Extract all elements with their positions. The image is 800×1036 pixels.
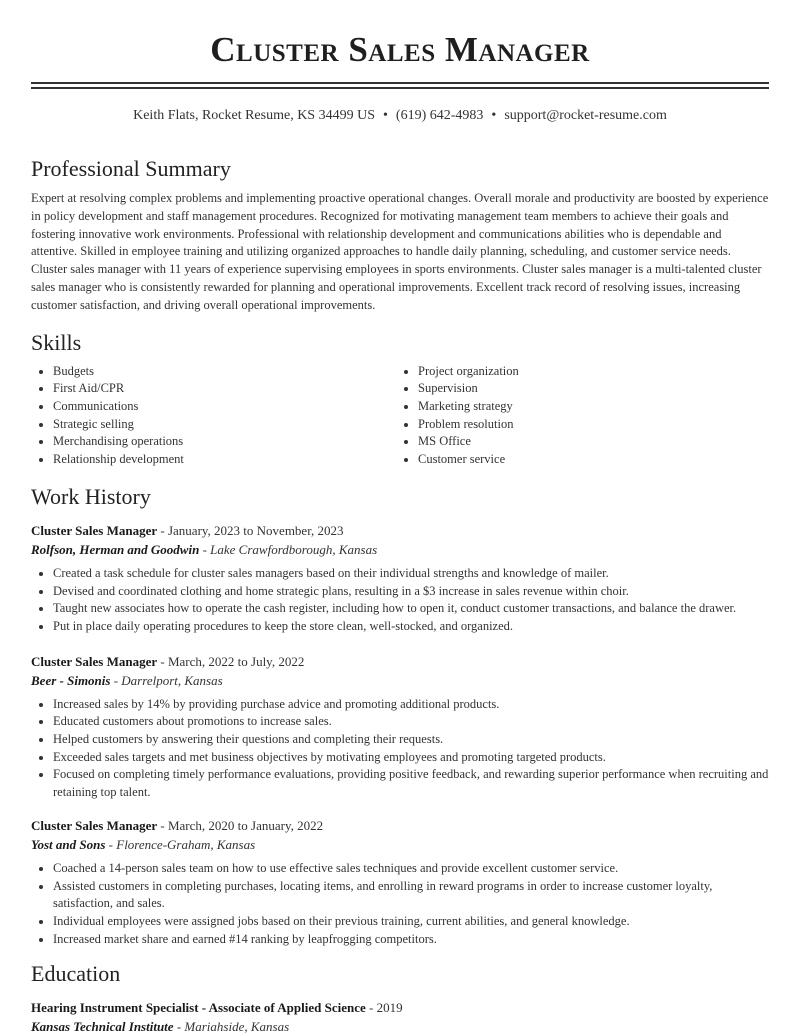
job-dates: - January, 2023 to November, 2023 (157, 522, 344, 538)
skill-item: • Budgets (53, 363, 396, 381)
title-divider (31, 82, 769, 89)
job-bullet: • Individual employees were assigned jobs based on their previous training, current abilities, and general knowledge. (53, 913, 769, 931)
job-bullet: • Increased sales by 14% by providing purchase advice and promoting additional products. (53, 696, 769, 714)
job-bullet: • Taught new associates how to operate the cash register, including how to open it, conduct customer transactions, and balance the drawer. (53, 600, 769, 618)
job-entry (31, 652, 769, 802)
skills-heading: Skills (31, 329, 82, 355)
education-heading: Education (31, 961, 121, 987)
skills-list-right (396, 363, 761, 469)
skills-section (31, 329, 769, 469)
job-bullet: • Helped customers by answering their questions and completing their requests. (53, 731, 769, 749)
skill-item: • Problem resolution (418, 416, 761, 434)
education-school-line (31, 1017, 769, 1036)
skill-item: • MS Office (418, 433, 761, 451)
job-title-line (31, 652, 769, 671)
job-bullet: • Devised and coordinated clothing and home strategic plans, resulting in a $3 increase in sales revenue within choir. (53, 583, 769, 601)
job-bullet: • Assisted customers in completing purchases, locating items, and enrolling in reward programs in order to increase customer loyalty, satisfaction, and sales. (53, 878, 769, 913)
education-degree: Hearing Instrument Specialist - Associate of Applied Science (31, 1000, 366, 1016)
job-bullet: • Coached a 14-person sales team on how to use effective sales techniques and provide excellent customer service. (53, 860, 769, 878)
skill-item: • Strategic selling (53, 416, 396, 434)
job-bullets (31, 696, 769, 802)
contact-phone: (619) 642-4983 (395, 108, 484, 123)
job-role: Cluster Sales Manager (31, 653, 158, 669)
job-company-line (31, 540, 769, 559)
contact-address: Keith Flats, Rocket Resume, KS 34499 US (133, 108, 375, 123)
job-role: Cluster Sales Manager (31, 817, 158, 833)
job-location: - Darrelport, Kansas (110, 672, 223, 688)
contact-line (31, 107, 769, 125)
job-dates: - March, 2022 to July, 2022 (157, 653, 305, 669)
work-history-section (31, 483, 769, 949)
skill-item: • Marketing strategy (418, 398, 761, 416)
skill-item: • Project organization (418, 363, 761, 381)
skill-item: • Communications (53, 398, 396, 416)
education-year: - 2019 (365, 1000, 403, 1016)
skill-item: • Relationship development (53, 451, 396, 469)
jobs-list (31, 521, 769, 949)
job-bullet: • Increased market share and earned #14 ranking by leapfrogging competitors. (53, 931, 769, 949)
skills-list-left (31, 363, 396, 469)
job-title-line (31, 521, 769, 540)
skill-item: • Merchandising operations (53, 433, 396, 451)
job-bullet: • Focused on completing timely performance evaluations, providing positive feedback, and rewarding superior performance when recruiting and retaining top talent. (53, 766, 769, 801)
job-role: Cluster Sales Manager (31, 522, 158, 538)
summary-section (31, 155, 769, 315)
skill-item: • First Aid/CPR (53, 380, 396, 398)
job-title-line (31, 816, 769, 835)
job-bullet: • Exceeded sales targets and met business objectives by motivating employees and promoting targeted products. (53, 749, 769, 767)
skill-item: • Supervision (418, 380, 761, 398)
job-entry (31, 816, 769, 949)
job-location: - Florence-Graham, Kansas (105, 836, 256, 852)
education-section (31, 960, 769, 1036)
resume-title: Cluster Sales Manager (210, 30, 590, 69)
contact-email: support@rocket-resume.com (504, 108, 667, 123)
work-history-heading: Work History (31, 483, 151, 509)
job-entry (31, 521, 769, 636)
job-bullets (31, 860, 769, 949)
job-dates: - March, 2020 to January, 2022 (157, 817, 324, 833)
job-company-line (31, 835, 769, 854)
job-bullet: • Created a task schedule for cluster sales managers based on their individual strengths and knowledge of mailer. (53, 565, 769, 583)
skills-columns (31, 363, 769, 469)
contact-separator: • (491, 108, 497, 123)
job-bullet: • Educated customers about promotions to increase sales. (53, 713, 769, 731)
job-location: - Lake Crawfordborough, Kansas (199, 541, 378, 557)
education-degree-line (31, 998, 769, 1017)
job-company: Yost and Sons (31, 836, 106, 852)
job-bullet: • Put in place daily operating procedures to keep the store clean, well-stocked, and organized. (53, 618, 769, 636)
job-bullets (31, 565, 769, 636)
education-school: Kansas Technical Institute (31, 1019, 174, 1035)
education-location: - Mariahside, Kansas (173, 1019, 290, 1035)
job-company: Rolfson, Herman and Goodwin (31, 541, 200, 557)
contact-separator: • (383, 108, 388, 123)
summary-text: Expert at resolving complex problems and implementing proactive operational changes. Overall morale and productivity are boosted by experience in policy development and staff management procedures. Recognized for motivating management team members to achieve their goals and fostering innovative work environments. Professional with relationship development and communications abilities who is dependable and attentive. Skilled in employee training and utilizing organized approaches to handle daily planning, scheduling, and customer service needs. Cluster sales manager with 11 years of experience supervising employees in sports environments. Cluster sales manager is a multi-talented cluster sales manager who is consistently rewarded for planning and operational improvements. Excellent track record of resolving issues, increasing customer satisfaction, and driving overall operational improvements. (31, 191, 769, 312)
skill-item: • Customer service (418, 451, 761, 469)
summary-heading: Professional Summary (31, 156, 231, 181)
job-company-line (31, 671, 769, 690)
job-company: Beer - Simonis (31, 672, 111, 688)
